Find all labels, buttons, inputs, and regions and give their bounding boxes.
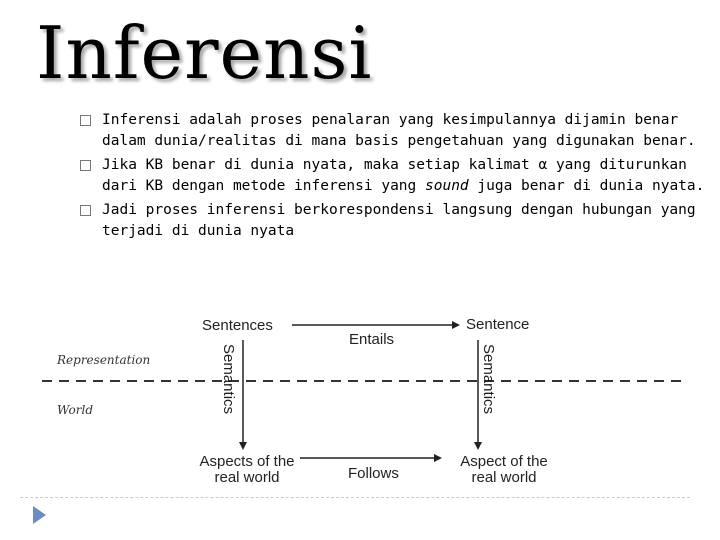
bullet-text-line: juga benar di dunia nyata. (468, 178, 705, 194)
footer-divider (20, 497, 690, 498)
aspect-right-line2: real world (471, 469, 537, 486)
aspects-left-line2: real world (214, 469, 280, 486)
sentence-right-label: Sentence (466, 316, 530, 333)
aspect-right-line1: Aspect of the (460, 453, 548, 470)
bullet-text-line: Jika KB benar di dunia nyata, maka setiap kalimat α yang diturunkan (102, 157, 687, 173)
semantics-right-label: Semantics (480, 344, 497, 415)
semantics-left-label: Semantics (220, 344, 237, 415)
representation-label: Representation (57, 353, 151, 367)
aspects-left-line1: Aspects of the (199, 453, 295, 470)
entails-label: Entails (349, 331, 395, 348)
bullet-emphasis: sound (425, 178, 469, 194)
bullet-text-line: Inferensi adalah proses penalaran yang kesimpulannya dijamin benar (102, 112, 679, 128)
follows-label: Follows (348, 465, 399, 482)
bullet-text-line: Jadi proses inferensi berkorespondensi langsung dengan hubungan yang (102, 202, 696, 218)
bullet-text-line: dari KB dengan metode inferensi yang (102, 178, 426, 194)
bullet-text-line: terjadi di dunia nyata (102, 223, 295, 239)
slide-title: Inferensi (36, 11, 373, 95)
slide-nav-arrow-icon[interactable] (32, 505, 48, 525)
bullet-text-line: dalam dunia/realitas di mana basis pengetahuan yang digunakan benar. (102, 133, 696, 149)
sentences-left-label: Sentences (202, 317, 273, 334)
world-label: World (57, 403, 93, 417)
